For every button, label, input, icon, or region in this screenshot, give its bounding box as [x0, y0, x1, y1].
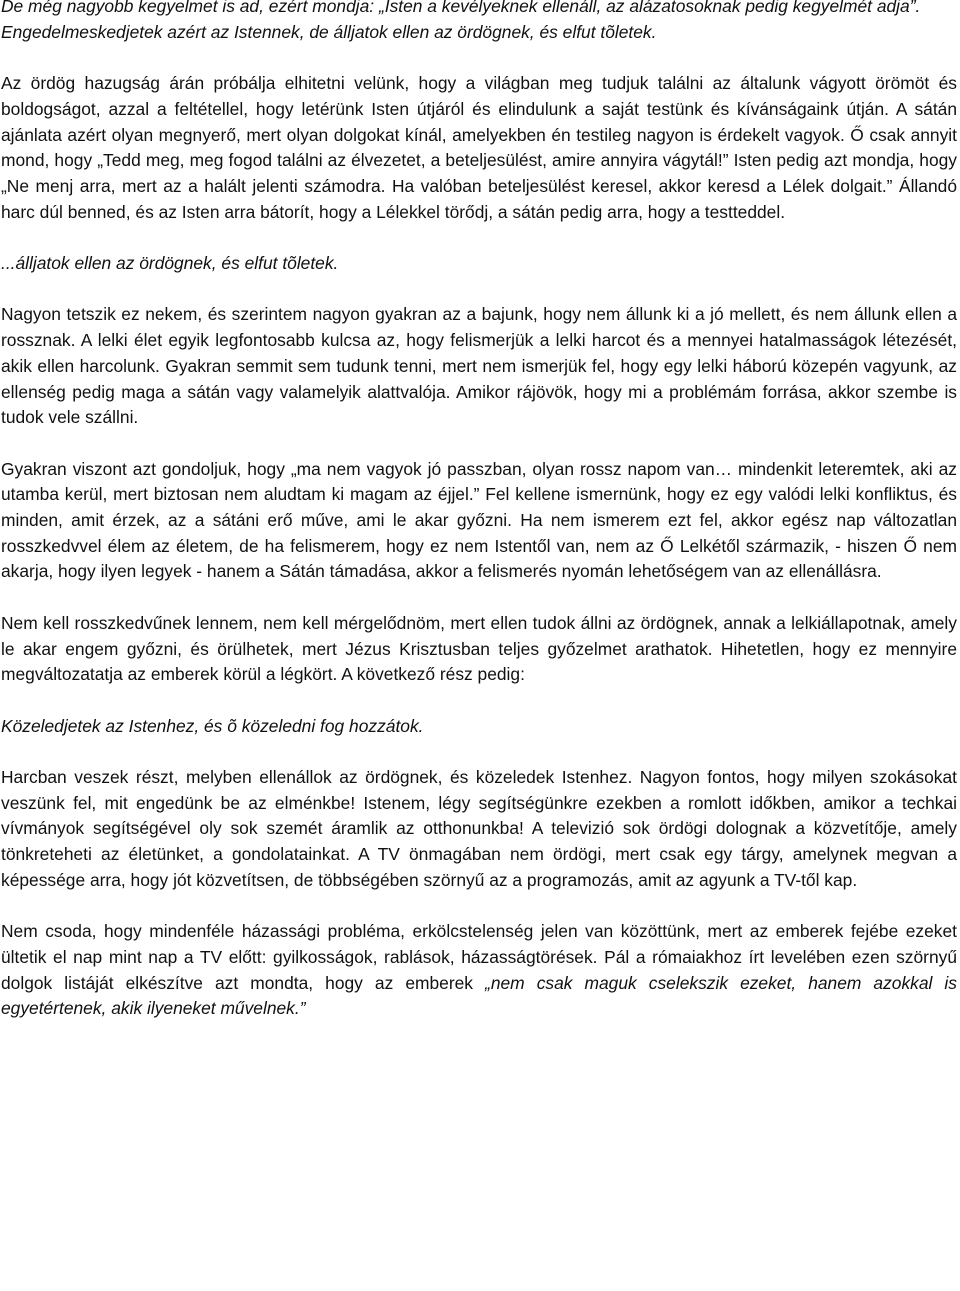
paragraph-6-italic-quote: „nem csak maguk cselekszik ezeket, hanem azokkal is egyetértenek, akik ilyeneket művelnek.” — [1, 972, 957, 1019]
spacer — [1, 431, 957, 457]
spacer — [1, 894, 957, 920]
spacer — [1, 585, 957, 611]
spacer — [1, 277, 957, 303]
paragraph-6-text: Nem csoda, hogy mindenféle házassági probléma, erkölcstelenség jelen van közöttünk, mert az emberek fejébe ezeket ültetik el nap mint nap a TV előtt: gyilkosságok, rablások, házasságtörések. Pál a rómaiakhoz írt levelében ezen szörnyű dolgok listáját elkészítve azt mondta, hogy az emberek — [1, 921, 957, 993]
paragraph-3: Gyakran viszont azt gondoljuk, hogy „ma nem vagyok jó passzban, olyan rossz napom van… mindenkit leteremtek, aki az utamba kerül, mert biztosan nem aludtam ki magam az éjjel.” Fel kellene ismernünk, hogy ez egy valódi lelki konfliktus, és minden, amit érzek, az a sátáni erő műve, ami le akar győzni. Ha nem ismerem ezt fel, akkor egész nap változatlan rosszkedvvel élem az életem, de ha felismerem, hogy ez nem Istentől van, nem az Ő Lelkétől származik, - hiszen Ő nem akarja, hogy ilyen legyek - hanem a Sátán támadása, akkor a felismerés nyomán lehetőségem van az ellenállásra. — [1, 458, 957, 582]
paragraph-4: Nem kell rosszkedvűnek lennem, nem kell mérgelődnöm, mert ellen tudok állni az ördögnek, annak a lelkiállapotnak, amely le akar engem győzni, és örülhetek, mert Jézus Krisztusban teljes győzelmet arathatok. Hihetetlen, hogy ez mennyire megváltozatatja az emberek körül a légkört. A következő rész pedig: — [1, 612, 957, 685]
paragraph-2: Nagyon tetszik ez nekem, és szerintem nagyon gyakran az a bajunk, hogy nem állunk ki a jó mellett, és nem állunk ellen a rossznak. A lelki élet egyik legfontosabb kulcsa az, hogy felismerjük a lelki harcot és a mennyei hatalmasságok létezését, akik ellen harcolunk. Gyakran semmit sem tudunk tenni, mert nem ismerjük fel, hogy egy lelki háború közepén vagyunk, az ellenség pedig maga a sátán vagy valamelyik alattvalója. Amikor rájövök, hogy mi a problémám forrása, akkor szembe is tudok vele szállni. — [1, 304, 957, 428]
spacer — [1, 45, 957, 71]
spacer — [1, 739, 957, 765]
spacer — [1, 225, 957, 251]
spacer — [1, 688, 957, 714]
quote-3: Közeledjetek az Istenhez, és õ közeledni fog hozzátok. — [1, 715, 424, 736]
opening-quote-line-2: Engedelmeskedjetek azért az Istennek, de álljatok ellen az ördögnek, és elfut tõletek. — [1, 21, 657, 42]
opening-quote — [1, 0, 957, 45]
opening-quote-line-1: De még nagyobb kegyelmet is ad, ezért mondja: „Isten a kevélyeknek ellenáll, az alázatosoknak pedig kegyelmét adja”. — [1, 0, 921, 16]
paragraph-6 — [1, 919, 957, 1022]
quote-2: ...álljatok ellen az ördögnek, és elfut tõletek. — [1, 253, 339, 273]
paragraph-1: Az ördög hazugság árán próbálja elhitetni velünk, hogy a világban meg tudjuk találni az általunk vágyott örömöt és boldogságot, azzal a feltétellel, hogy letérünk Isten útjáról és elindulunk a saját testünk és kívánságaink útján. A sátán ajánlata azért olyan megnyerő, mert olyan dolgokat kínál, amelyekben én testileg nagyon is érdekelt vagyok. Ő csak annyit mond, hogy „Tedd meg, meg fogod találni az élvezetet, a beteljesülést, amire annyira vágytál!” Isten pedig azt mondja, hogy „Ne menj arra, mert az a halált jelenti számodra. Ha valóban beteljesülést keresel, akkor keresd a Lélek dolgait.” Állandó harc dúl benned, és az Isten arra bátorít, hogy a Lélekkel törődj, a sátán pedig arra, hogy a testteddel. — [1, 73, 957, 222]
paragraph-5: Harcban veszek részt, melyben ellenállok az ördögnek, és közeledek Istenhez. Nagyon fontos, hogy milyen szokásokat veszünk fel, mit engedünk be az elménkbe! Istenem, légy segítségünkre ezekben a romlott időkben, amikor a techkai vívmányok segítségével oly sok szemét áramlik az otthonunkba! A televizió sok ördögi dolognak a közvetítője, amely tönkreteheti az életünket, a gondolatainkat. A TV önmagában nem ördögi, mert csak egy tárgy, amelynek megvan a képessége arra, hogy jót közvetítsen, de többségében szörnyű az a programozás, amit az agyunk a TV-től kap. — [1, 766, 957, 890]
